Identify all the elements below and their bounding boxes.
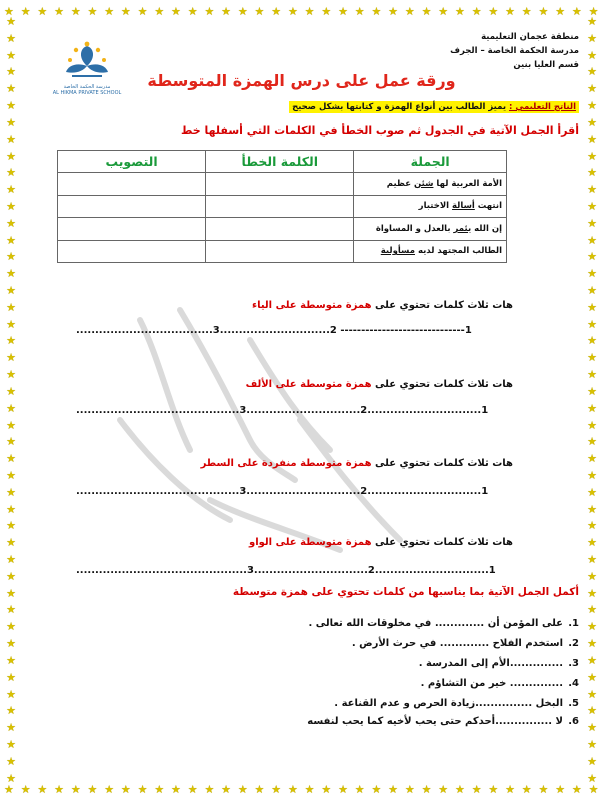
worksheet-title: ورقة عمل على درس الهمزة المتوسطة bbox=[147, 71, 456, 90]
star-icon: ★ bbox=[6, 183, 16, 197]
star-icon: ★ bbox=[587, 384, 597, 398]
star-icon: ★ bbox=[587, 300, 597, 314]
question-3-title: هات ثلاث كلمات تحتوي على همزة متوسطة منفردة على السطر bbox=[200, 458, 513, 469]
star-icon: ★ bbox=[6, 687, 16, 701]
star-icon: ★ bbox=[6, 721, 16, 735]
star-icon: ★ bbox=[6, 586, 16, 600]
star-icon: ★ bbox=[587, 351, 597, 365]
star-icon: ★ bbox=[587, 586, 597, 600]
star-icon: ★ bbox=[254, 4, 265, 18]
region-name: منطقة عجمان التعليمية bbox=[481, 32, 579, 42]
star-icon: ★ bbox=[571, 4, 582, 18]
star-icon: ★ bbox=[237, 782, 248, 796]
star-icon: ★ bbox=[587, 485, 597, 499]
star-icon: ★ bbox=[6, 502, 16, 516]
star-icon: ★ bbox=[521, 4, 532, 18]
star-border-left bbox=[4, 16, 18, 784]
star-icon: ★ bbox=[221, 4, 232, 18]
star-icon: ★ bbox=[6, 452, 16, 466]
star-icon: ★ bbox=[488, 4, 499, 18]
star-icon: ★ bbox=[538, 782, 549, 796]
star-icon: ★ bbox=[587, 771, 597, 785]
star-icon: ★ bbox=[37, 782, 48, 796]
star-icon: ★ bbox=[587, 82, 597, 96]
star-icon: ★ bbox=[6, 485, 16, 499]
star-icon: ★ bbox=[271, 4, 282, 18]
star-icon: ★ bbox=[6, 216, 16, 230]
star-icon: ★ bbox=[587, 233, 597, 247]
star-icon: ★ bbox=[587, 536, 597, 550]
star-icon: ★ bbox=[6, 401, 16, 415]
star-icon: ★ bbox=[54, 782, 64, 796]
star-icon: ★ bbox=[354, 4, 365, 18]
star-icon: ★ bbox=[338, 4, 348, 18]
star-icon: ★ bbox=[154, 782, 165, 796]
star-icon: ★ bbox=[6, 132, 16, 146]
star-icon: ★ bbox=[6, 637, 16, 651]
star-icon: ★ bbox=[587, 435, 597, 449]
star-icon: ★ bbox=[137, 782, 148, 796]
star-icon: ★ bbox=[587, 653, 597, 667]
star-icon: ★ bbox=[187, 4, 198, 18]
correction-cell[interactable] bbox=[58, 173, 206, 196]
star-icon: ★ bbox=[454, 4, 465, 18]
question-1-title: هات ثلاث كلمات تحتوي على همزة متوسطة على الياء bbox=[251, 300, 513, 311]
star-icon: ★ bbox=[6, 468, 16, 482]
star-icon: ★ bbox=[555, 4, 566, 18]
star-icon: ★ bbox=[488, 782, 499, 796]
correction-cell[interactable] bbox=[58, 218, 206, 241]
department-name: قسم العليا بنين bbox=[513, 60, 579, 70]
star-icon: ★ bbox=[587, 569, 597, 583]
star-icon: ★ bbox=[137, 4, 148, 18]
star-icon: ★ bbox=[587, 334, 597, 348]
star-icon: ★ bbox=[6, 620, 16, 634]
star-icon: ★ bbox=[6, 384, 16, 398]
star-icon: ★ bbox=[438, 4, 449, 18]
table-row bbox=[58, 218, 507, 241]
wrong-word-cell[interactable] bbox=[206, 195, 354, 218]
star-icon: ★ bbox=[587, 737, 597, 751]
star-icon: ★ bbox=[120, 4, 131, 18]
star-icon: ★ bbox=[587, 502, 597, 516]
star-icon: ★ bbox=[6, 48, 16, 62]
star-icon: ★ bbox=[587, 468, 597, 482]
star-icon: ★ bbox=[6, 569, 16, 583]
star-icon: ★ bbox=[104, 782, 115, 796]
star-icon: ★ bbox=[587, 250, 597, 264]
star-icon: ★ bbox=[6, 737, 16, 751]
star-icon: ★ bbox=[538, 4, 549, 18]
star-icon: ★ bbox=[6, 317, 16, 331]
star-icon: ★ bbox=[587, 637, 597, 651]
star-icon: ★ bbox=[6, 149, 16, 163]
star-icon: ★ bbox=[587, 183, 597, 197]
star-icon: ★ bbox=[154, 4, 165, 18]
star-icon: ★ bbox=[321, 4, 332, 18]
sentence-item[interactable]: 6.لا ...............أحدكم حتى يحب لأخيه كما يحب لنفسه bbox=[307, 716, 579, 727]
star-icon: ★ bbox=[221, 782, 232, 796]
star-icon: ★ bbox=[571, 782, 582, 796]
star-icon: ★ bbox=[587, 65, 597, 79]
objective-label: الناتج التعليمي : bbox=[508, 102, 576, 112]
star-icon: ★ bbox=[20, 4, 31, 18]
star-icon: ★ bbox=[587, 115, 597, 129]
star-icon: ★ bbox=[587, 99, 597, 113]
star-icon: ★ bbox=[587, 519, 597, 533]
star-icon: ★ bbox=[120, 782, 131, 796]
star-icon: ★ bbox=[338, 782, 348, 796]
objective-text: يميز الطالب بين أنواع الهمزة و كتابتها بشكل صحيح bbox=[292, 102, 507, 112]
sentence-item[interactable]: 1.على المؤمن أن ............. في مخلوقات الله تعالى . bbox=[308, 618, 579, 629]
star-icon: ★ bbox=[6, 670, 16, 684]
learning-objective bbox=[289, 101, 579, 113]
star-icon: ★ bbox=[404, 4, 415, 18]
star-icon: ★ bbox=[587, 15, 597, 28]
star-border-bottom bbox=[4, 782, 599, 796]
question-2-answer-line[interactable]: ...........................................3..............................2..............................1 bbox=[76, 405, 489, 416]
star-icon: ★ bbox=[587, 603, 597, 617]
star-icon: ★ bbox=[371, 4, 382, 18]
star-icon: ★ bbox=[587, 132, 597, 146]
star-icon: ★ bbox=[555, 782, 566, 796]
star-icon: ★ bbox=[6, 99, 16, 113]
star-icon: ★ bbox=[287, 782, 298, 796]
school-name: مدرسة الحكمة الخاصة – الجرف bbox=[450, 46, 579, 56]
star-icon: ★ bbox=[6, 31, 16, 45]
header-correction: التصويب bbox=[58, 151, 206, 173]
star-icon: ★ bbox=[521, 782, 532, 796]
star-border-top bbox=[4, 4, 599, 18]
star-icon: ★ bbox=[587, 553, 597, 566]
star-icon: ★ bbox=[6, 233, 16, 247]
table-instruction: أقرأ الجمل الآتية في الجدول ثم صوب الخطأ في الكلمات التي أسفلها خط bbox=[180, 124, 579, 137]
header-wrong-word: الكلمة الخطأ bbox=[206, 151, 354, 173]
star-icon: ★ bbox=[6, 553, 16, 566]
star-icon: ★ bbox=[6, 653, 16, 667]
star-icon: ★ bbox=[171, 782, 181, 796]
star-icon: ★ bbox=[6, 754, 16, 768]
star-icon: ★ bbox=[6, 267, 16, 281]
star-icon: ★ bbox=[6, 199, 16, 213]
star-icon: ★ bbox=[6, 82, 16, 96]
star-icon: ★ bbox=[70, 782, 81, 796]
star-icon: ★ bbox=[6, 519, 16, 533]
star-icon: ★ bbox=[304, 782, 315, 796]
table-row bbox=[58, 173, 507, 196]
logo-caption-ar: مدرسة الحكمة الخاصة bbox=[63, 84, 111, 90]
sentence-cell: الطالب المجتهد لديه مسأولية bbox=[354, 240, 507, 263]
sentence-cell: إن الله يئمر بالعدل و المساواة bbox=[354, 218, 507, 241]
star-icon: ★ bbox=[6, 704, 16, 718]
star-icon: ★ bbox=[6, 115, 16, 129]
star-icon: ★ bbox=[587, 199, 597, 213]
star-icon: ★ bbox=[505, 4, 515, 18]
sentence-item[interactable]: 2.استخدم الفلاح ............. في حرث الأرض . bbox=[351, 638, 579, 649]
star-icon: ★ bbox=[587, 670, 597, 684]
star-icon: ★ bbox=[254, 782, 265, 796]
sentence-cell: انتهت أسالة الاختبار bbox=[354, 195, 507, 218]
wrong-word-cell[interactable] bbox=[206, 240, 354, 263]
star-icon: ★ bbox=[388, 4, 399, 18]
star-icon: ★ bbox=[271, 782, 282, 796]
star-icon: ★ bbox=[421, 4, 432, 18]
star-icon: ★ bbox=[6, 250, 16, 264]
star-icon: ★ bbox=[237, 4, 248, 18]
star-icon: ★ bbox=[587, 401, 597, 415]
question-2-title: هات ثلاث كلمات تحتوي على همزة متوسطة على الألف bbox=[245, 379, 513, 390]
star-icon: ★ bbox=[587, 166, 597, 180]
star-icon: ★ bbox=[87, 4, 98, 18]
star-icon: ★ bbox=[388, 782, 399, 796]
sentence-item[interactable]: 3...............الأم إلى المدرسة . bbox=[418, 658, 579, 669]
sentence-item[interactable]: 4............... خير من التشاؤم . bbox=[420, 678, 579, 689]
header-sentence: الجملة bbox=[354, 151, 507, 173]
logo-caption-en: AL HIKMA PRIVATE SCHOOL bbox=[52, 90, 122, 96]
star-icon: ★ bbox=[371, 782, 382, 796]
question-1-answer-line[interactable]: ....................................3.............................2 ------------------------------1 bbox=[76, 325, 472, 336]
star-icon: ★ bbox=[587, 317, 597, 331]
star-icon: ★ bbox=[6, 603, 16, 617]
star-icon: ★ bbox=[587, 721, 597, 735]
star-icon: ★ bbox=[587, 754, 597, 768]
table-row bbox=[58, 195, 507, 218]
star-icon: ★ bbox=[6, 15, 16, 28]
star-icon: ★ bbox=[587, 31, 597, 45]
star-border-right bbox=[585, 16, 599, 784]
star-icon: ★ bbox=[20, 782, 31, 796]
question-3-answer-line[interactable]: ...........................................3..............................2..............................1 bbox=[76, 486, 489, 497]
complete-sentences-instruction: أكمل الجمل الآتية بما يناسبها من كلمات تحتوي على همزة متوسطة bbox=[232, 586, 579, 598]
star-icon: ★ bbox=[588, 782, 599, 796]
school-header bbox=[450, 30, 579, 72]
star-icon: ★ bbox=[6, 284, 16, 297]
star-icon: ★ bbox=[6, 65, 16, 79]
star-icon: ★ bbox=[587, 704, 597, 718]
star-icon: ★ bbox=[204, 4, 215, 18]
star-icon: ★ bbox=[6, 435, 16, 449]
sentence-item[interactable]: 5.البخل ...............زيادة الحرص و عدم القناعة . bbox=[334, 698, 579, 709]
star-icon: ★ bbox=[6, 771, 16, 785]
star-icon: ★ bbox=[54, 4, 64, 18]
star-icon: ★ bbox=[6, 368, 16, 382]
wrong-word-cell[interactable] bbox=[206, 173, 354, 196]
star-icon: ★ bbox=[404, 782, 415, 796]
star-icon: ★ bbox=[6, 300, 16, 314]
star-icon: ★ bbox=[171, 4, 181, 18]
star-icon: ★ bbox=[6, 334, 16, 348]
question-4-title: هات ثلاث كلمات تحتوي على همزة متوسطة على الواو bbox=[249, 537, 513, 548]
star-icon: ★ bbox=[471, 4, 482, 18]
star-icon: ★ bbox=[4, 782, 14, 796]
star-icon: ★ bbox=[587, 452, 597, 466]
star-icon: ★ bbox=[587, 418, 597, 432]
star-icon: ★ bbox=[287, 4, 298, 18]
star-icon: ★ bbox=[4, 4, 14, 18]
star-icon: ★ bbox=[421, 782, 432, 796]
star-icon: ★ bbox=[587, 620, 597, 634]
correction-cell[interactable] bbox=[58, 240, 206, 263]
wrong-word-cell[interactable] bbox=[206, 218, 354, 241]
star-icon: ★ bbox=[187, 782, 198, 796]
star-icon: ★ bbox=[587, 687, 597, 701]
star-icon: ★ bbox=[587, 149, 597, 163]
star-icon: ★ bbox=[6, 166, 16, 180]
star-icon: ★ bbox=[304, 4, 315, 18]
table-row bbox=[58, 240, 507, 263]
star-icon: ★ bbox=[6, 536, 16, 550]
star-icon: ★ bbox=[438, 782, 449, 796]
star-icon: ★ bbox=[454, 782, 465, 796]
star-icon: ★ bbox=[587, 48, 597, 62]
star-icon: ★ bbox=[87, 782, 98, 796]
star-icon: ★ bbox=[471, 782, 482, 796]
question-4-answer-line[interactable]: .............................................3..............................2..............................1 bbox=[76, 565, 496, 576]
star-icon: ★ bbox=[354, 782, 365, 796]
star-icon: ★ bbox=[587, 267, 597, 281]
star-icon: ★ bbox=[37, 4, 48, 18]
star-icon: ★ bbox=[204, 782, 215, 796]
star-icon: ★ bbox=[587, 284, 597, 297]
star-icon: ★ bbox=[6, 418, 16, 432]
star-icon: ★ bbox=[505, 782, 515, 796]
star-icon: ★ bbox=[70, 4, 81, 18]
star-icon: ★ bbox=[321, 782, 332, 796]
correction-cell[interactable] bbox=[58, 195, 206, 218]
sentence-cell: الأمة العربية لها شئن عظيم bbox=[354, 173, 507, 196]
star-icon: ★ bbox=[587, 216, 597, 230]
star-icon: ★ bbox=[588, 4, 599, 18]
star-icon: ★ bbox=[6, 351, 16, 365]
star-icon: ★ bbox=[104, 4, 115, 18]
correction-table bbox=[57, 150, 507, 263]
star-icon: ★ bbox=[587, 368, 597, 382]
